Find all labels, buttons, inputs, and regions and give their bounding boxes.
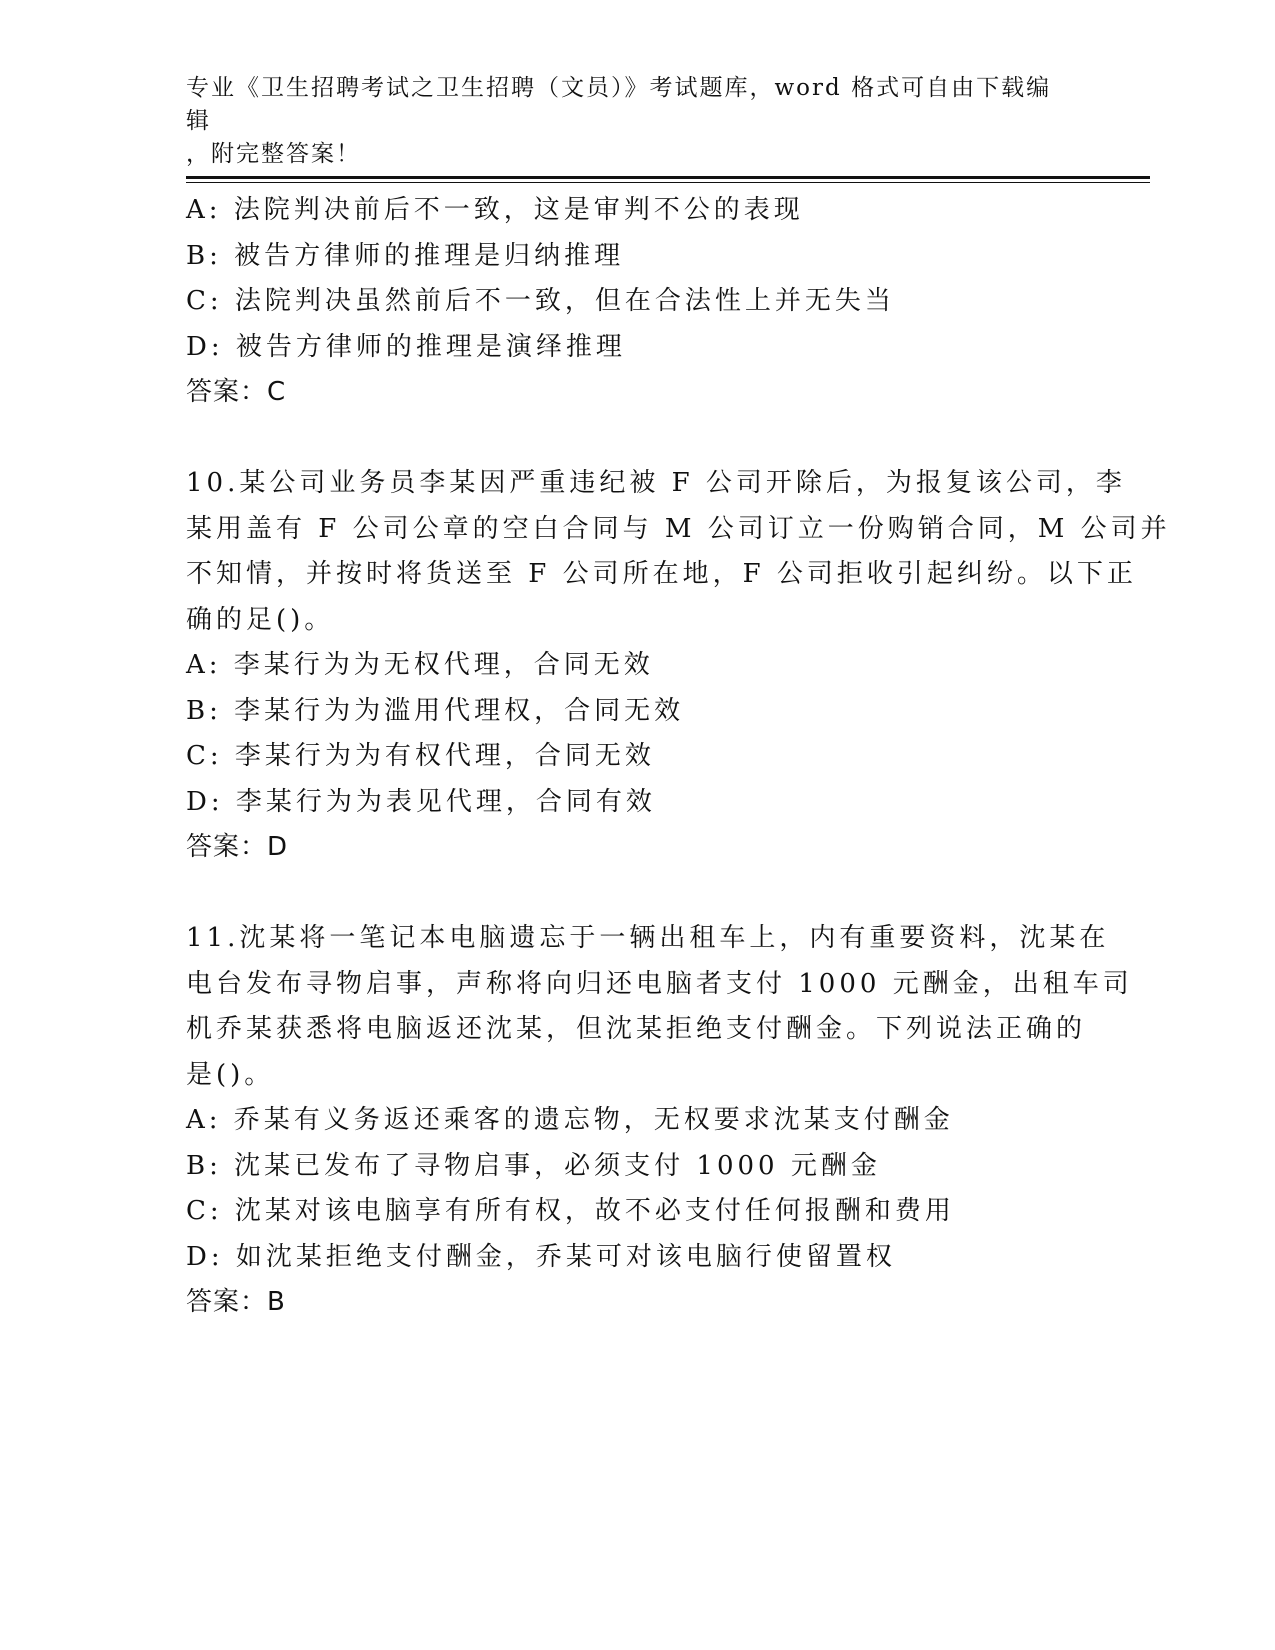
- header-line-2: ，附完整答案！: [186, 141, 361, 167]
- question-stem-line: 11.沈某将一笔记本电脑遗忘于一辆出租车上，内有重要资料，沈某在: [186, 923, 1110, 953]
- question-stem-line: 机乔某获悉将电脑返还沈某，但沈某拒绝支付酬金。下列说法正确的: [186, 1014, 1087, 1044]
- answer: 答案：C: [186, 377, 287, 407]
- option-d: D: 如沈某拒绝支付酬金，乔某可对该电脑行使留置权: [186, 1241, 896, 1272]
- question-stem-line: 确的足()。: [186, 604, 335, 635]
- option-b: B: 李某行为为滥用代理权，合同无效: [186, 695, 685, 726]
- option-a: A: 乔某有义务返还乘客的遗忘物，无权要求沈某支付酬金: [186, 1105, 954, 1135]
- option-c: C: 法院判决虽然前后不一致，但在合法性上并无失当: [186, 286, 895, 316]
- question-stem-line: 是()。: [186, 1059, 275, 1090]
- header-line-1: 专业《卫生招聘考试之卫生招聘（文员）》考试题库，word 格式可自由下载编辑: [186, 75, 1052, 134]
- spacer: [186, 416, 1086, 462]
- question-10: [186, 461, 1171, 871]
- option-c: C: 沈某对该电脑享有所有权，故不必支付任何报酬和费用: [186, 1196, 955, 1226]
- document-header: [186, 72, 1066, 171]
- document-body: [186, 188, 1171, 1326]
- question-stem-line: 不知情，并按时将货送至 F 公司所在地，F 公司拒收引起纠纷。以下正: [186, 559, 1137, 589]
- option-d: D: 李某行为为表见代理，合同有效: [186, 786, 656, 817]
- spacer: [186, 871, 1086, 917]
- option-a: A: 李某行为为无权代理，合同无效: [186, 650, 654, 680]
- header-rule-thick: [186, 176, 1150, 179]
- question-11: [186, 916, 1133, 1326]
- answer: 答案：B: [186, 1287, 286, 1317]
- header-rule-thin: [186, 182, 1150, 183]
- option-a: A: 法院判决前后不一致，这是审判不公的表现: [186, 195, 804, 225]
- option-b: B: 沈某已发布了寻物启事，必须支付 1000 元酬金: [186, 1150, 881, 1181]
- option-c: C: 李某行为为有权代理，合同无效: [186, 741, 655, 771]
- question-stem-line: 电台发布寻物启事，声称将向归还电脑者支付 1000 元酬金，出租车司: [186, 968, 1133, 999]
- answer: 答案：D: [186, 832, 289, 862]
- option-b: B: 被告方律师的推理是归纳推理: [186, 240, 625, 271]
- question-stem-line: 某用盖有 F 公司公章的空白合同与 M 公司订立一份购销合同，M 公司并: [186, 513, 1171, 544]
- question-stem-line: 10.某公司业务员李某因严重违纪被 F 公司开除后，为报复该公司，李: [186, 468, 1126, 498]
- question-9: [186, 188, 1086, 416]
- option-d: D: 被告方律师的推理是演绎推理: [186, 331, 626, 362]
